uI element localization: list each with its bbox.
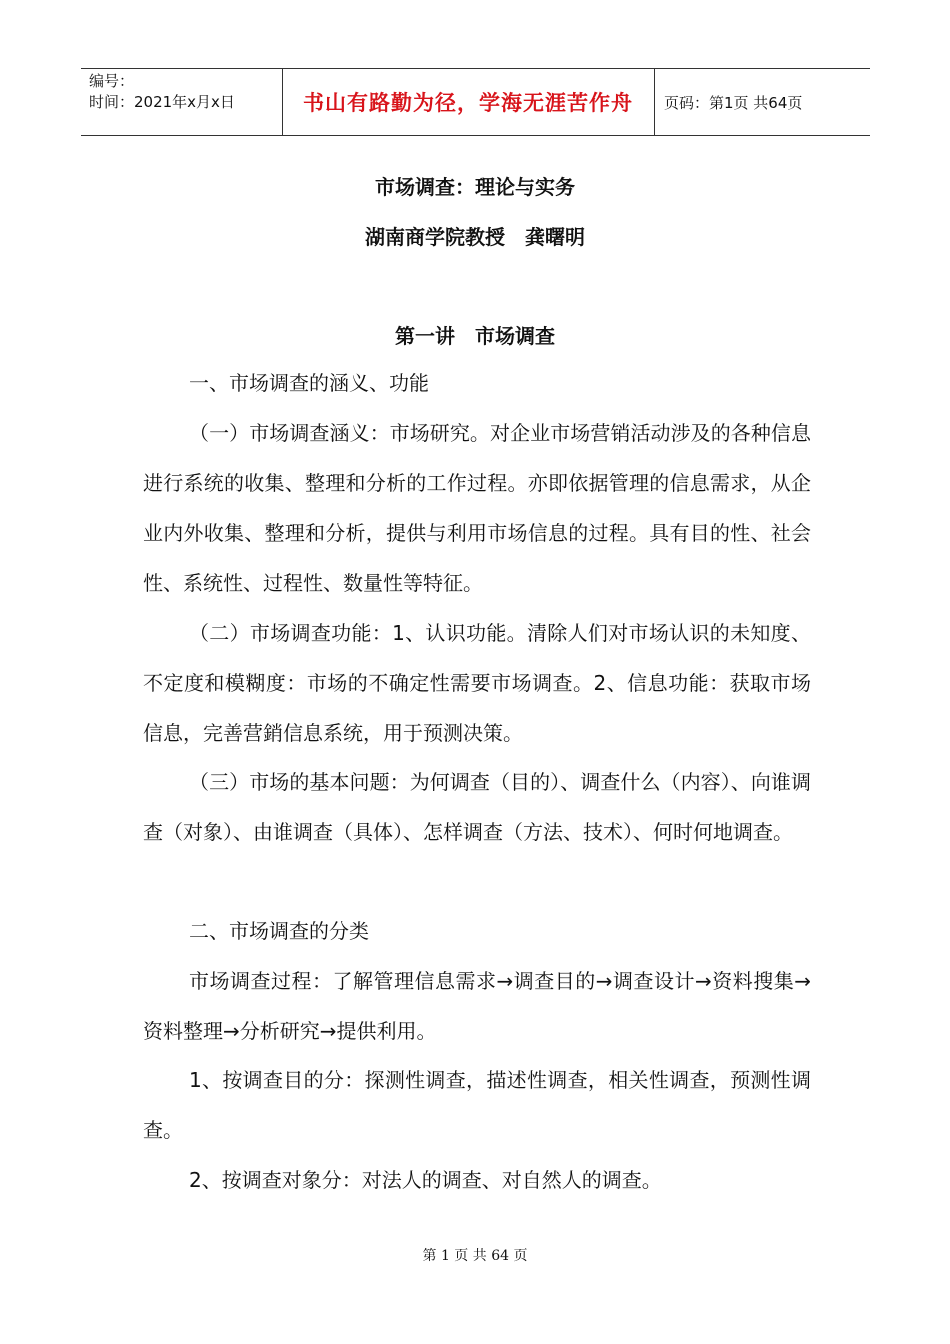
page-footer: 第 1 页 共 64 页 [422, 1248, 528, 1264]
course-title: 市场调查：理论与实务 [375, 175, 575, 199]
header-meta [89, 71, 235, 113]
section-heading: 一、市场调查的涵义、功能 [189, 371, 429, 395]
paragraph: 1、按调查目的分：探测性调查，描述性调查，相关性调查，预测性调查。 [143, 1068, 811, 1142]
paragraph: 市场调查过程：了解管理信息需求→调查目的→调查设计→资料搜集→资料整理→分析研究→提供利用。 [143, 969, 811, 1043]
paragraph: （一）市场调查涵义：市场研究。对企业市场营销活动涉及的各种信息进行系统的收集、整理和分析的工作过程。亦即依据管理的信息需求，从企业内外收集、整理和分析，提供与利用市场信息的过程。具有目的性、社会性、系统性、过程性、数量性等特征。 [143, 421, 811, 595]
header-motto: 书山有路勤为径，学海无涯苦作舟 [303, 91, 633, 115]
header-divider [654, 69, 655, 135]
paragraph: （二）市场调查功能：1、认识功能。清除人们对市场认识的未知度、不定度和模糊度：市场的不确定性需要市场调查。2、信息功能：获取市场信息，完善营銷信息系统，用于预测决策。 [143, 621, 811, 745]
header-page-info: 页码：第1页 共64页 [664, 93, 803, 112]
author-line: 湖南商学院教授 龚曙明 [365, 225, 585, 249]
section-heading: 二、市场调查的分类 [189, 919, 369, 943]
paragraph: （三）市场的基本问题：为何调查（目的）、调查什么（内容）、向谁调查（对象）、由谁调查（具体）、怎样调查（方法、技术）、何时何地调查。 [143, 770, 811, 844]
document-header [81, 68, 870, 136]
date-label: 时间：2021年x月x日 [89, 93, 235, 111]
number-label: 编号： [89, 72, 135, 90]
lecture-title: 第一讲 市场调查 [395, 324, 555, 348]
paragraph: 2、按调查对象分：对法人的调查、对自然人的调查。 [189, 1168, 662, 1192]
